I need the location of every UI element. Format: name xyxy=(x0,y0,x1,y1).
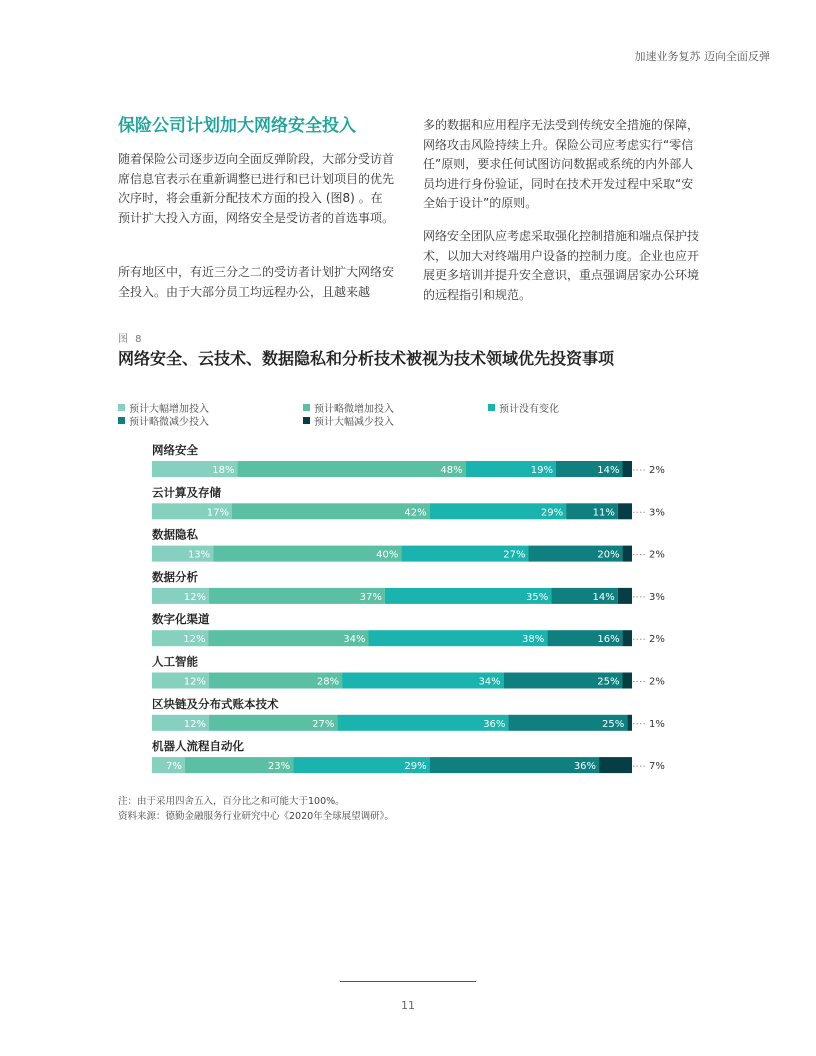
page-number: 11 xyxy=(401,999,415,1012)
data-label: 7% xyxy=(649,761,665,773)
data-label: 28% xyxy=(316,676,340,688)
bar-segment xyxy=(622,673,632,689)
legend-label: 预计没有变化 xyxy=(499,404,559,415)
data-label: 35% xyxy=(525,591,549,603)
bar-segment xyxy=(623,630,632,646)
data-label: 48% xyxy=(440,465,463,476)
data-label: 18% xyxy=(212,465,235,476)
category-label: 数据隐私 xyxy=(152,527,198,542)
category-label: 机器人流程自动化 xyxy=(152,739,244,754)
data-label: 7% xyxy=(166,761,182,773)
legend-label: 预计略微增加投入 xyxy=(314,404,394,415)
data-label: 12% xyxy=(183,676,207,688)
body-paragraph: 网络安全团队应考虑采取强化控制措施和端点保护技术，以加大对终端用户设备的控制力度。企业也应开展更多培训并提升安全意识，重点强调居家办公环境的远程指引和规范。 xyxy=(423,229,700,302)
data-label: 14% xyxy=(597,465,620,476)
data-label: 12% xyxy=(183,634,206,646)
legend-label: 预计大幅减少投入 xyxy=(314,417,394,428)
data-label: 27% xyxy=(312,718,335,730)
category-label: 数字化渠道 xyxy=(152,612,210,627)
data-label: 36% xyxy=(483,718,506,730)
figure-notes xyxy=(118,794,394,824)
data-label: 2% xyxy=(649,634,665,646)
bar-segment xyxy=(232,503,430,519)
data-label: 29% xyxy=(540,507,564,519)
data-label: 2% xyxy=(649,465,665,476)
data-label: 14% xyxy=(592,591,615,603)
data-label: 16% xyxy=(597,634,620,646)
figure-title: 网络安全、云技术、数据隐私和分析技术被视为技术领域优先投资事项 xyxy=(118,349,615,368)
figure-label: 图 8 xyxy=(118,334,144,345)
legend-label: 预计大幅增加投入 xyxy=(129,404,209,415)
running-header: 加速业务复苏 迈向全面反弹 xyxy=(634,50,770,63)
data-label: 36% xyxy=(573,761,597,773)
category-label: 网络安全 xyxy=(152,443,198,457)
bar-segment xyxy=(622,461,632,477)
bar-segment xyxy=(209,588,385,604)
bar-segment xyxy=(368,630,547,646)
data-label: 1% xyxy=(649,718,665,730)
data-label: 17% xyxy=(206,507,229,519)
data-label: 42% xyxy=(404,507,427,519)
category-label: 人工智能 xyxy=(152,654,198,669)
data-label: 12% xyxy=(183,591,207,603)
footer-divider xyxy=(340,981,476,982)
data-label: 3% xyxy=(649,507,665,519)
data-label: 23% xyxy=(267,761,291,773)
body-paragraph: 所有地区中，有近三分之二的受访者计划扩大网络安全投入。由于大部分员工均远程办公，且越来越 xyxy=(118,265,395,299)
category-label: 云计算及存储 xyxy=(152,485,221,500)
bar-segment xyxy=(599,757,632,773)
data-label: 38% xyxy=(522,634,545,646)
data-label: 25% xyxy=(602,718,625,730)
data-label: 2% xyxy=(649,549,665,561)
section-title: 保险公司计划加大网络安全投入 xyxy=(118,116,356,136)
data-label: 12% xyxy=(183,718,207,730)
bar-segment xyxy=(618,503,632,519)
data-label: 13% xyxy=(187,549,211,561)
bar-segment xyxy=(213,546,401,562)
data-label: 27% xyxy=(503,549,526,561)
data-label: 19% xyxy=(530,465,553,476)
bar-segment xyxy=(623,546,632,562)
data-label: 29% xyxy=(404,761,427,773)
body-paragraph: 多的数据和应用程序无法受到传统安全措施的保障，网络攻击风险持续上升。保险公司应考虑实行“零信任”原则，要求任何试图访问数据或系统的内外部人员均进行身份验证，同时在技术开发过程中采取“安全始于设计”的原则。 xyxy=(423,118,700,210)
data-label: 40% xyxy=(376,549,399,561)
category-label: 数据分析 xyxy=(152,569,198,584)
bar-segment xyxy=(618,588,632,604)
data-label: 25% xyxy=(597,676,620,688)
body-paragraph: 随着保险公司逐步迈向全面反弹阶段，大部分受访首席信息官表示在重新调整已进行和已计划项目的优先次序时，将会重新分配技术方面的投入 (图8) 。在预计扩大投入方面，网络安全是受访者的首选事项。 xyxy=(118,152,395,225)
category-label: 区块链及分布式账本技术 xyxy=(152,696,279,711)
rounding-note: 注：由于采用四舍五入，百分比之和可能大于100%。 xyxy=(118,796,345,807)
data-label: 34% xyxy=(343,634,366,646)
bar-segment xyxy=(627,715,632,731)
data-label: 11% xyxy=(592,507,615,519)
data-label: 34% xyxy=(478,676,501,688)
data-label: 3% xyxy=(649,591,665,603)
data-label: 20% xyxy=(597,549,620,561)
data-label: 2% xyxy=(649,676,665,688)
bar-segment xyxy=(238,461,466,477)
source-note: 资料来源：德勤金融服务行业研究中心《2020年全球展望调研》。 xyxy=(118,811,394,822)
data-label: 37% xyxy=(359,591,382,603)
legend-label: 预计略微减少投入 xyxy=(129,417,209,428)
